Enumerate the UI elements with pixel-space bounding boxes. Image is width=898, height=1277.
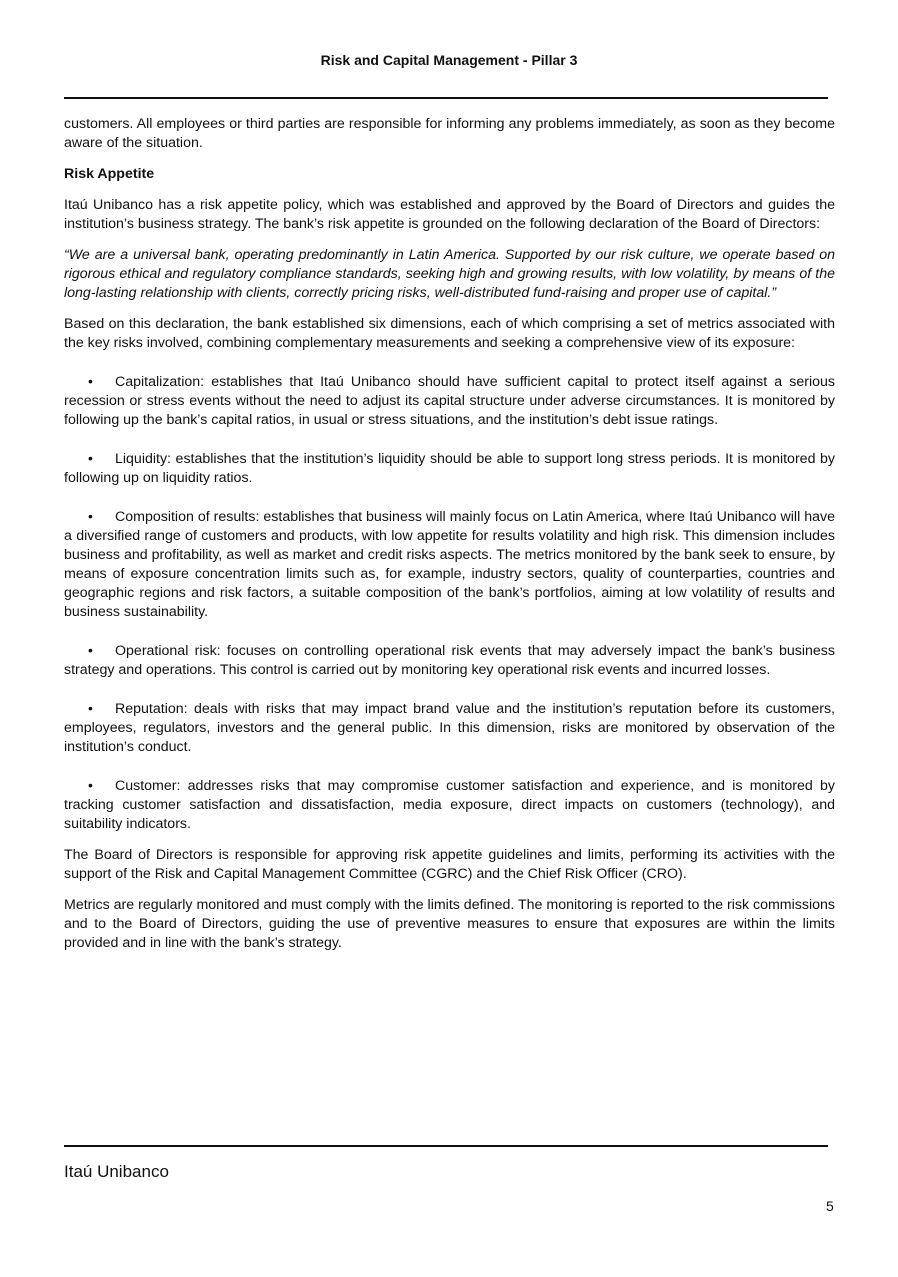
bullet-composition-of-results bbox=[64, 507, 835, 622]
bullet-text: Liquidity: establishes that the institution’s liquidity should be able to support long stress periods. It is monitored by following up on liquidity ratios. bbox=[64, 451, 835, 486]
bullet-icon: • bbox=[88, 777, 93, 793]
bullet-icon: • bbox=[88, 700, 93, 716]
board-declaration-quote: “We are a universal bank, operating predominantly in Latin America. Supported by our risk culture, we operate based on rigorous ethical and regulatory compliance standards, seeking high and growing results, with low volatility, by means of the long-lasting relationship with clients, correctly pricing risks, well-distributed fund-raising and proper use of capital.” bbox=[64, 247, 835, 301]
footer-rule bbox=[64, 1145, 828, 1147]
footer-brand: Itaú Unibanco bbox=[64, 1162, 169, 1181]
bullet-operational-risk bbox=[64, 641, 835, 680]
paragraph-metrics-monitoring: Metrics are regularly monitored and must comply with the limits defined. The monitoring is reported to the risk commissions and to the Board of Directors, guiding the use of preventive measures to ensure that exposures are within the limits provided and in line with the bank’s strategy. bbox=[64, 897, 835, 951]
intro-continuation: customers. All employees or third parties are responsible for informing any problems immediately, as soon as they become aware of the situation. bbox=[64, 116, 835, 151]
paragraph-board-responsibility: The Board of Directors is responsible for approving risk appetite guidelines and limits, performing its activities with the support of the Risk and Capital Management Committee (CGRC) and the Chief Risk Officer (CRO). bbox=[64, 847, 835, 882]
bullet-text: Customer: addresses risks that may compromise customer satisfaction and experience, and is monitored by tracking customer satisfaction and dissatisfaction, media exposure, direct impacts on customers (technology), and suitability indicators. bbox=[64, 778, 835, 832]
bullet-text: Operational risk: focuses on controlling operational risk events that may adversely impact the bank’s business strategy and operations. This control is carried out by monitoring key operational risk events and incurred losses. bbox=[64, 643, 835, 678]
bullet-capitalization bbox=[64, 372, 835, 430]
paragraph-six-dimensions: Based on this declaration, the bank established six dimensions, each of which comprising a set of metrics associated with the key risks involved, combining complementary measurements and seeking a comprehensive view of its exposure: bbox=[64, 316, 835, 351]
bullet-icon: • bbox=[88, 450, 93, 466]
bullet-text: Composition of results: establishes that business will mainly focus on Latin America, where Itaú Unibanco will have a diversified range of customers and products, with low appetite for results volatility and high risk. This dimension includes business and profitability, as well as market and credit risks aspects. The metrics monitored by the bank seek to ensure, by means of exposure concentration limits such as, for example, industry sectors, quality of counterparties, countries and geographic regions and risk factors, a suitable composition of the bank’s portfolios, aiming at low volatility of results and business sustainability. bbox=[64, 509, 835, 620]
bullet-liquidity bbox=[64, 449, 835, 488]
bullet-text: Capitalization: establishes that Itaú Unibanco should have sufficient capital to protect itself against a serious recession or stress events without the need to adjust its capital structure under adverse circumstances. It is monitored by following up the bank’s capital ratios, in usual or stress situations, and the institution’s debt issue ratings. bbox=[64, 374, 835, 428]
bullet-customer bbox=[64, 776, 835, 834]
page-header-title: Risk and Capital Management - Pillar 3 bbox=[320, 52, 578, 68]
bullet-icon: • bbox=[88, 642, 93, 658]
section-heading: Risk Appetite bbox=[64, 166, 155, 182]
paragraph-risk-appetite-policy: Itaú Unibanco has a risk appetite policy, which was established and approved by the Board of Directors and guides the institution’s business strategy. The bank’s risk appetite is grounded on the following declaration of the Board of Directors: bbox=[64, 197, 835, 232]
bullet-text: Reputation: deals with risks that may impact brand value and the institution’s reputation before its customers, employees, regulators, investors and the general public. In this dimension, risks are monitored by observation of the institution’s conduct. bbox=[64, 701, 835, 755]
bullet-icon: • bbox=[88, 373, 93, 389]
page-number: 5 bbox=[826, 1198, 834, 1214]
header-rule bbox=[64, 97, 828, 99]
bullet-icon: • bbox=[88, 508, 93, 524]
page-body bbox=[64, 115, 835, 965]
bullet-reputation bbox=[64, 699, 835, 757]
